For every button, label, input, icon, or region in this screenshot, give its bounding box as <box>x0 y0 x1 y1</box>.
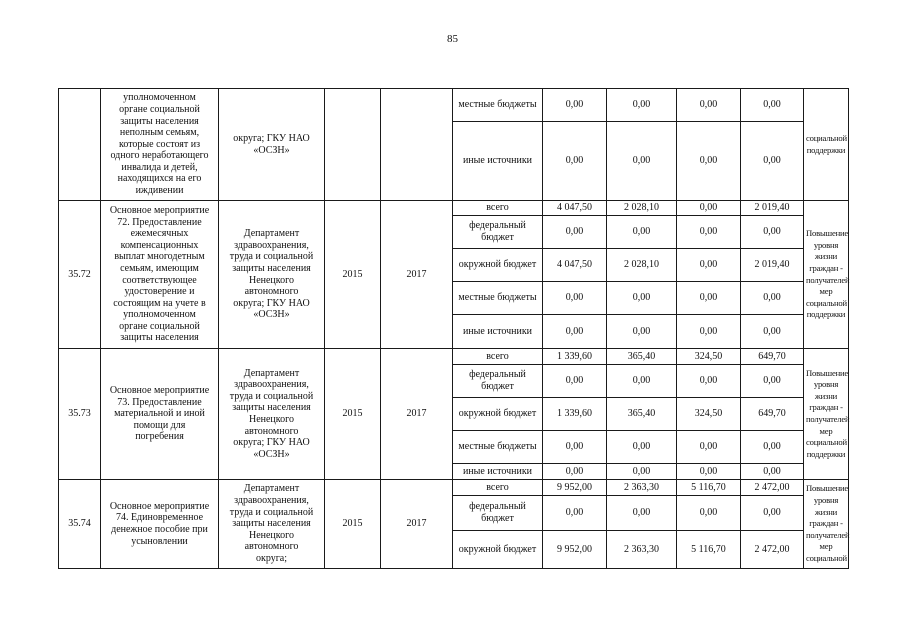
amount-cell: 2 472,00 <box>741 531 804 569</box>
description-line: денежное пособие при <box>111 524 208 535</box>
result-line: жизни <box>814 506 838 517</box>
amount-cell: 0,00 <box>607 89 677 122</box>
funding-source: местные бюджеты <box>458 441 537 453</box>
table-row <box>59 480 849 496</box>
result-line: социальной <box>806 437 847 448</box>
result-line: мер <box>819 425 833 436</box>
item-number: 35.73 <box>59 349 101 480</box>
amount-cell: 2 363,30 <box>607 531 677 569</box>
result-line: социальной <box>806 132 847 143</box>
amount-cell: 9 952,00 <box>543 480 607 496</box>
funding-source-cell <box>453 431 543 464</box>
executor-line: округа; ГКУ НАО <box>233 297 310 309</box>
amount-cell: 2 019,40 <box>741 249 804 282</box>
end-year: 2017 <box>381 201 453 349</box>
executor-line: «ОСЗН» <box>253 144 290 156</box>
funding-source-cell <box>453 349 543 365</box>
description-line: которые состоят из <box>118 138 201 150</box>
executor-line: труда и социальной <box>229 390 314 402</box>
description-line: 73. Предоставление <box>117 396 202 408</box>
amount-cell: 0,00 <box>607 496 677 531</box>
result-cell <box>804 480 849 569</box>
amount-cell: 0,00 <box>677 496 741 531</box>
budget-table <box>58 88 849 569</box>
amount-cell: 0,00 <box>607 365 677 398</box>
amount-cell: 0,00 <box>607 122 677 201</box>
item-description <box>101 480 219 569</box>
description-line: Основное мероприятие <box>109 204 210 216</box>
result-cell <box>804 89 849 201</box>
table-row <box>59 89 849 122</box>
executor-line: защиты населения <box>232 402 311 414</box>
amount-cell: 649,70 <box>741 349 804 365</box>
amount-cell: 0,00 <box>741 282 804 315</box>
result-line: получателей <box>806 274 850 285</box>
amount-cell: 5 116,70 <box>677 531 741 569</box>
executor-cell <box>219 349 325 480</box>
description-line: неполным семьям, <box>119 127 200 139</box>
amount-cell: 9 952,00 <box>543 531 607 569</box>
description-line: состоящим на учете в <box>113 297 206 309</box>
amount-cell: 0,00 <box>677 122 741 201</box>
funding-source: окружной бюджет <box>458 408 537 420</box>
amount-cell: 0,00 <box>607 464 677 480</box>
result-line: граждан - <box>809 518 843 529</box>
result-line: получателей <box>806 414 850 424</box>
amount-cell: 1 339,60 <box>543 398 607 431</box>
executor-cell <box>219 89 325 201</box>
funding-source: иные источники <box>462 155 533 167</box>
amount-cell: 0,00 <box>543 464 607 480</box>
description-line: органе социальной <box>119 103 200 115</box>
executor-line: автономного <box>244 425 299 437</box>
amount-cell: 0,00 <box>741 431 804 464</box>
funding-source: всего <box>486 481 509 493</box>
funding-source-cell <box>453 398 543 431</box>
result-line: поддержки <box>806 309 846 320</box>
result-line: Повышение <box>806 228 848 239</box>
funding-source-cell <box>453 282 543 315</box>
amount-cell: 0,00 <box>677 201 741 216</box>
executor-line: автономного <box>244 541 299 553</box>
amount-cell: 4 047,50 <box>543 201 607 216</box>
amount-cell: 0,00 <box>543 431 607 464</box>
description-line: одного неработающего <box>110 150 209 162</box>
description-line: защиты населения <box>120 115 199 127</box>
funding-source-cell <box>453 201 543 216</box>
funding-source: федеральный бюджет <box>469 369 526 392</box>
executor-line: округа; ГКУ НАО <box>233 437 310 449</box>
item-number: 35.72 <box>59 201 101 349</box>
executor-line: «ОСЗН» <box>253 448 290 460</box>
amount-cell: 0,00 <box>543 282 607 315</box>
result-line: мер <box>819 286 833 297</box>
executor-line: «ОСЗН» <box>253 309 290 321</box>
amount-cell: 0,00 <box>677 249 741 282</box>
result-line: социальной <box>806 297 847 308</box>
amount-cell: 2 472,00 <box>741 480 804 496</box>
funding-source-cell <box>453 249 543 282</box>
result-cell <box>804 201 849 349</box>
result-line: поддержки <box>806 144 846 155</box>
description-line: материальной и иной <box>114 408 205 420</box>
amount-cell: 365,40 <box>607 349 677 365</box>
description-line: органе социальной <box>119 320 200 332</box>
amount-cell: 0,00 <box>543 496 607 531</box>
result-line: уровня <box>813 239 839 250</box>
funding-source: всего <box>486 350 509 362</box>
description-line: усыновлении <box>131 535 188 547</box>
funding-source: всего <box>486 202 509 214</box>
description-line: ежемесячных <box>130 228 189 240</box>
end-year: 2017 <box>381 480 453 569</box>
executor-line: автономного <box>244 286 299 298</box>
funding-source: местные бюджеты <box>458 99 537 111</box>
amount-cell: 0,00 <box>741 89 804 122</box>
result-line: граждан - <box>809 262 843 273</box>
result-line: мер <box>819 541 833 552</box>
start-year: 2015 <box>325 480 381 569</box>
executor-line: здравоохранения, <box>234 379 309 391</box>
amount-cell: 324,50 <box>677 398 741 431</box>
executor-line: округа; ГКУ НАО <box>233 132 310 144</box>
description-line: 72. Предоставление <box>117 216 202 228</box>
description-line: находящихся на его <box>117 173 202 185</box>
executor-line: защиты населения <box>232 262 311 274</box>
description-line: 74. Единовременное <box>115 512 204 524</box>
funding-source: иные источники <box>462 465 533 477</box>
funding-source: федеральный бюджет <box>469 501 526 524</box>
funding-source-cell <box>453 480 543 496</box>
amount-cell: 0,00 <box>741 496 804 531</box>
result-line: получателей <box>806 529 850 540</box>
result-line: Повышение <box>806 367 848 378</box>
result-line: граждан - <box>809 402 843 413</box>
amount-cell: 1 339,60 <box>543 349 607 365</box>
result-line: поддержки <box>806 448 846 459</box>
executor-line: округа; <box>255 552 288 564</box>
end-year-cell <box>381 89 453 201</box>
funding-source: окружной бюджет <box>458 259 537 271</box>
amount-cell: 649,70 <box>741 398 804 431</box>
amount-cell: 0,00 <box>607 315 677 349</box>
result-line: уровня <box>813 379 839 390</box>
description-line: погребения <box>135 431 184 443</box>
item-description <box>101 201 219 349</box>
table-row <box>59 349 849 365</box>
amount-cell: 0,00 <box>677 464 741 480</box>
amount-cell: 324,50 <box>677 349 741 365</box>
executor-line: Департамент <box>243 367 300 379</box>
amount-cell: 365,40 <box>607 398 677 431</box>
executor-line: Ненецкого <box>248 529 294 541</box>
amount-cell: 2 363,30 <box>607 480 677 496</box>
funding-source-cell <box>453 315 543 349</box>
funding-source-cell <box>453 496 543 531</box>
executor-line: труда и социальной <box>229 506 314 518</box>
result-line: Повышение <box>806 483 848 494</box>
amount-cell: 0,00 <box>543 365 607 398</box>
amount-cell: 0,00 <box>607 282 677 315</box>
amount-cell: 0,00 <box>741 464 804 480</box>
executor-cell <box>219 480 325 569</box>
amount-cell: 0,00 <box>677 216 741 249</box>
amount-cell: 0,00 <box>677 365 741 398</box>
funding-source: иные источники <box>462 325 533 337</box>
amount-cell: 0,00 <box>741 216 804 249</box>
amount-cell: 2 028,10 <box>607 201 677 216</box>
amount-cell: 2 028,10 <box>607 249 677 282</box>
executor-line: Ненецкого <box>248 274 294 286</box>
executor-line: защиты населения <box>232 518 311 530</box>
end-year: 2017 <box>381 349 453 480</box>
start-year: 2015 <box>325 201 381 349</box>
funding-source: федеральный бюджет <box>469 220 526 243</box>
description-line: Основное мероприятие <box>109 500 210 512</box>
amount-cell: 0,00 <box>543 122 607 201</box>
executor-line: Департамент <box>243 228 300 240</box>
amount-cell: 5 116,70 <box>677 480 741 496</box>
description-line: Основное мероприятие <box>109 385 210 397</box>
funding-source-cell <box>453 365 543 398</box>
amount-cell: 0,00 <box>741 315 804 349</box>
executor-cell <box>219 201 325 349</box>
amount-cell: 0,00 <box>677 431 741 464</box>
amount-cell: 4 047,50 <box>543 249 607 282</box>
amount-cell: 0,00 <box>543 89 607 122</box>
amount-cell: 0,00 <box>741 365 804 398</box>
description-line: иждивении <box>135 185 184 197</box>
executor-line: Ненецкого <box>248 414 294 425</box>
funding-source-cell <box>453 89 543 122</box>
description-line: инвалида и детей, <box>121 161 198 173</box>
amount-cell: 2 019,40 <box>741 201 804 216</box>
item-description <box>101 89 219 201</box>
description-line: защиты населения <box>120 332 199 344</box>
amount-cell: 0,00 <box>677 282 741 315</box>
description-line: компенсационных <box>120 239 199 251</box>
description-line: помощи для <box>133 419 186 431</box>
amount-cell: 0,00 <box>543 315 607 349</box>
description-line: семьям, имеющим <box>120 262 199 274</box>
result-line: социальной <box>806 552 847 563</box>
executor-line: труда и социальной <box>229 251 314 263</box>
item-number-cell <box>59 89 101 201</box>
description-line: удостоверение и <box>124 286 195 298</box>
result-cell <box>804 349 849 480</box>
start-year-cell <box>325 89 381 201</box>
start-year: 2015 <box>325 349 381 480</box>
page-number: 85 <box>447 33 458 45</box>
funding-source-cell <box>453 122 543 201</box>
executor-line: здравоохранения, <box>234 495 309 507</box>
description-line: соответствующее <box>122 274 197 286</box>
result-line: жизни <box>814 390 838 401</box>
amount-cell: 0,00 <box>677 315 741 349</box>
result-line: уровня <box>813 495 839 506</box>
executor-line: здравоохранения, <box>234 239 309 251</box>
amount-cell: 0,00 <box>607 216 677 249</box>
item-description <box>101 349 219 480</box>
description-line: уполномоченном <box>123 92 196 104</box>
description-line: выплат многодетным <box>114 251 205 263</box>
table-row <box>59 201 849 216</box>
funding-source-cell <box>453 216 543 249</box>
amount-cell: 0,00 <box>677 89 741 122</box>
executor-line: Департамент <box>243 483 300 495</box>
result-line: жизни <box>814 251 838 262</box>
funding-source-cell <box>453 531 543 569</box>
funding-source: окружной бюджет <box>458 543 537 555</box>
funding-source: местные бюджеты <box>458 292 537 304</box>
funding-source-cell <box>453 464 543 480</box>
description-line: уполномоченном <box>123 309 196 321</box>
amount-cell: 0,00 <box>607 431 677 464</box>
amount-cell: 0,00 <box>543 216 607 249</box>
amount-cell: 0,00 <box>741 122 804 201</box>
item-number: 35.74 <box>59 480 101 569</box>
